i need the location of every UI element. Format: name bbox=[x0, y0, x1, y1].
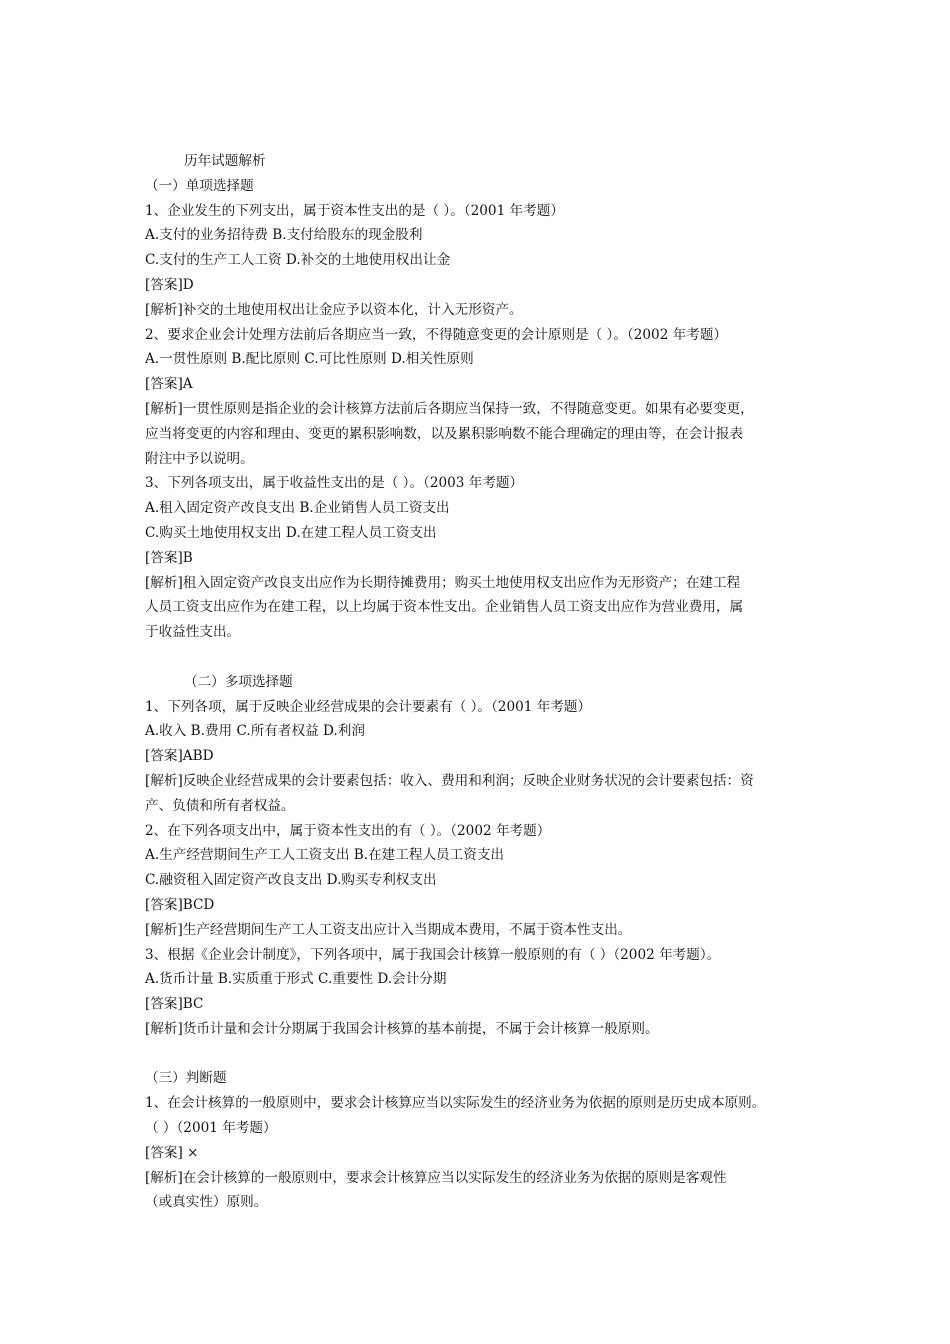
document-page bbox=[145, 149, 815, 1215]
question-text: 1、企业发生的下列支出，属于资本性支出的是（ ）。（2001 年考题） bbox=[145, 202, 564, 219]
question-text: 1、下列各项，属于反映企业经营成果的会计要素有（ ）。（2001 年考题） bbox=[145, 698, 592, 715]
analysis-text: [解析]一贯性原则是指企业的会计核算方法前后各期应当保持一致，不得随意变更。如果有必要变更， bbox=[145, 400, 754, 417]
question-options: C.支付的生产工人工资 D.补交的土地使用权出让金 bbox=[145, 252, 451, 269]
analysis-text: 于收益性支出。 bbox=[145, 624, 241, 641]
analysis-text: [解析]补交的土地使用权出让金应予以资本化，计入无形资产。 bbox=[145, 301, 523, 318]
answer-text: [答案]BCD bbox=[145, 896, 215, 913]
page-title: 历年试题解析 bbox=[184, 153, 266, 169]
analysis-text: [解析]反映企业经营成果的会计要素包括：收入、费用和利润；反映企业财务状况的会计要素包括：资 bbox=[145, 772, 754, 789]
answer-text: [答案]A bbox=[145, 376, 193, 393]
question-options: C.购买土地使用权支出 D.在建工程人员工资支出 bbox=[145, 524, 437, 541]
section-spacer bbox=[145, 645, 815, 670]
answer-text: [答案]BC bbox=[145, 996, 204, 1013]
section-spacer bbox=[145, 1042, 815, 1067]
analysis-text: （或真实性）原则。 bbox=[145, 1194, 268, 1211]
question-options: A.生产经营期间生产工人工资支出 B.在建工程人员工资支出 bbox=[145, 847, 505, 864]
analysis-text: [解析]生产经营期间生产工人工资支出应计入当期成本费用，不属于资本性支出。 bbox=[145, 921, 632, 938]
question-options: A.一贯性原则 B.配比原则 C.可比性原则 D.相关性原则 bbox=[145, 351, 474, 368]
question-text: 3、根据《企业会计制度》，下列各项中，属于我国会计核算一般原则的有（ ）（2002 年考题）。 bbox=[145, 946, 721, 963]
analysis-text: 人员工资支出应作为在建工程，以上均属于资本性支出。企业销售人员工资支出应作为营业费用，属 bbox=[145, 599, 744, 616]
question-text: 1、在会计核算的一般原则中，要求会计核算应当以实际发生的经济业务为依据的原则是历史成本原则。 bbox=[145, 1095, 766, 1112]
section-heading-true-false: （三）判断题 bbox=[145, 1070, 227, 1087]
answer-text: [答案]B bbox=[145, 549, 193, 566]
question-options: A.租入固定资产改良支出 B.企业销售人员工资支出 bbox=[145, 500, 450, 517]
question-options: A.货币计量 B.实质重于形式 C.重要性 D.会计分期 bbox=[145, 971, 447, 988]
answer-text: [答案]ABD bbox=[145, 748, 214, 765]
question-text-continued: （ ）（2001 年考题） bbox=[145, 1120, 277, 1137]
question-text: 2、在下列各项支出中，属于资本性支出的有（ ）。（2002 年考题） bbox=[145, 822, 551, 839]
answer-text: [答案] × bbox=[145, 1144, 199, 1161]
analysis-text: [解析]在会计核算的一般原则中，要求会计核算应当以实际发生的经济业务为依据的原则是客观性 bbox=[145, 1169, 727, 1186]
question-text: 3、下列各项支出，属于收益性支出的是（ ）。（2003 年考题） bbox=[145, 475, 524, 492]
question-text: 2、要求企业会计处理方法前后各期应当一致，不得随意变更的会计原则是（ ）。（2002 年考题） bbox=[145, 326, 728, 343]
section-heading-single-choice: （一）单项选择题 bbox=[145, 177, 254, 194]
question-options: C.融资租入固定资产改良支出 D.购买专利权支出 bbox=[145, 872, 437, 889]
analysis-text: 产、负债和所有者权益。 bbox=[145, 797, 295, 814]
answer-text: [答案]D bbox=[145, 276, 194, 293]
section-heading-multiple-choice: （二）多项选择题 bbox=[184, 673, 293, 690]
question-options: A.支付的业务招待费 B.支付给股东的现金股利 bbox=[145, 227, 423, 244]
analysis-text: [解析]货币计量和会计分期属于我国会计核算的基本前提，不属于会计核算一般原则。 bbox=[145, 1020, 659, 1037]
analysis-text: 附注中予以说明。 bbox=[145, 450, 254, 467]
question-options: A.收入 B.费用 C.所有者权益 D.利润 bbox=[145, 723, 365, 740]
analysis-text: [解析]租入固定资产改良支出应作为长期待摊费用；购买土地使用权支出应作为无形资产；在建工程 bbox=[145, 574, 741, 591]
analysis-text: 应当将变更的内容和理由、变更的累积影响数，以及累积影响数不能合理确定的理由等，在会计报表 bbox=[145, 425, 744, 442]
